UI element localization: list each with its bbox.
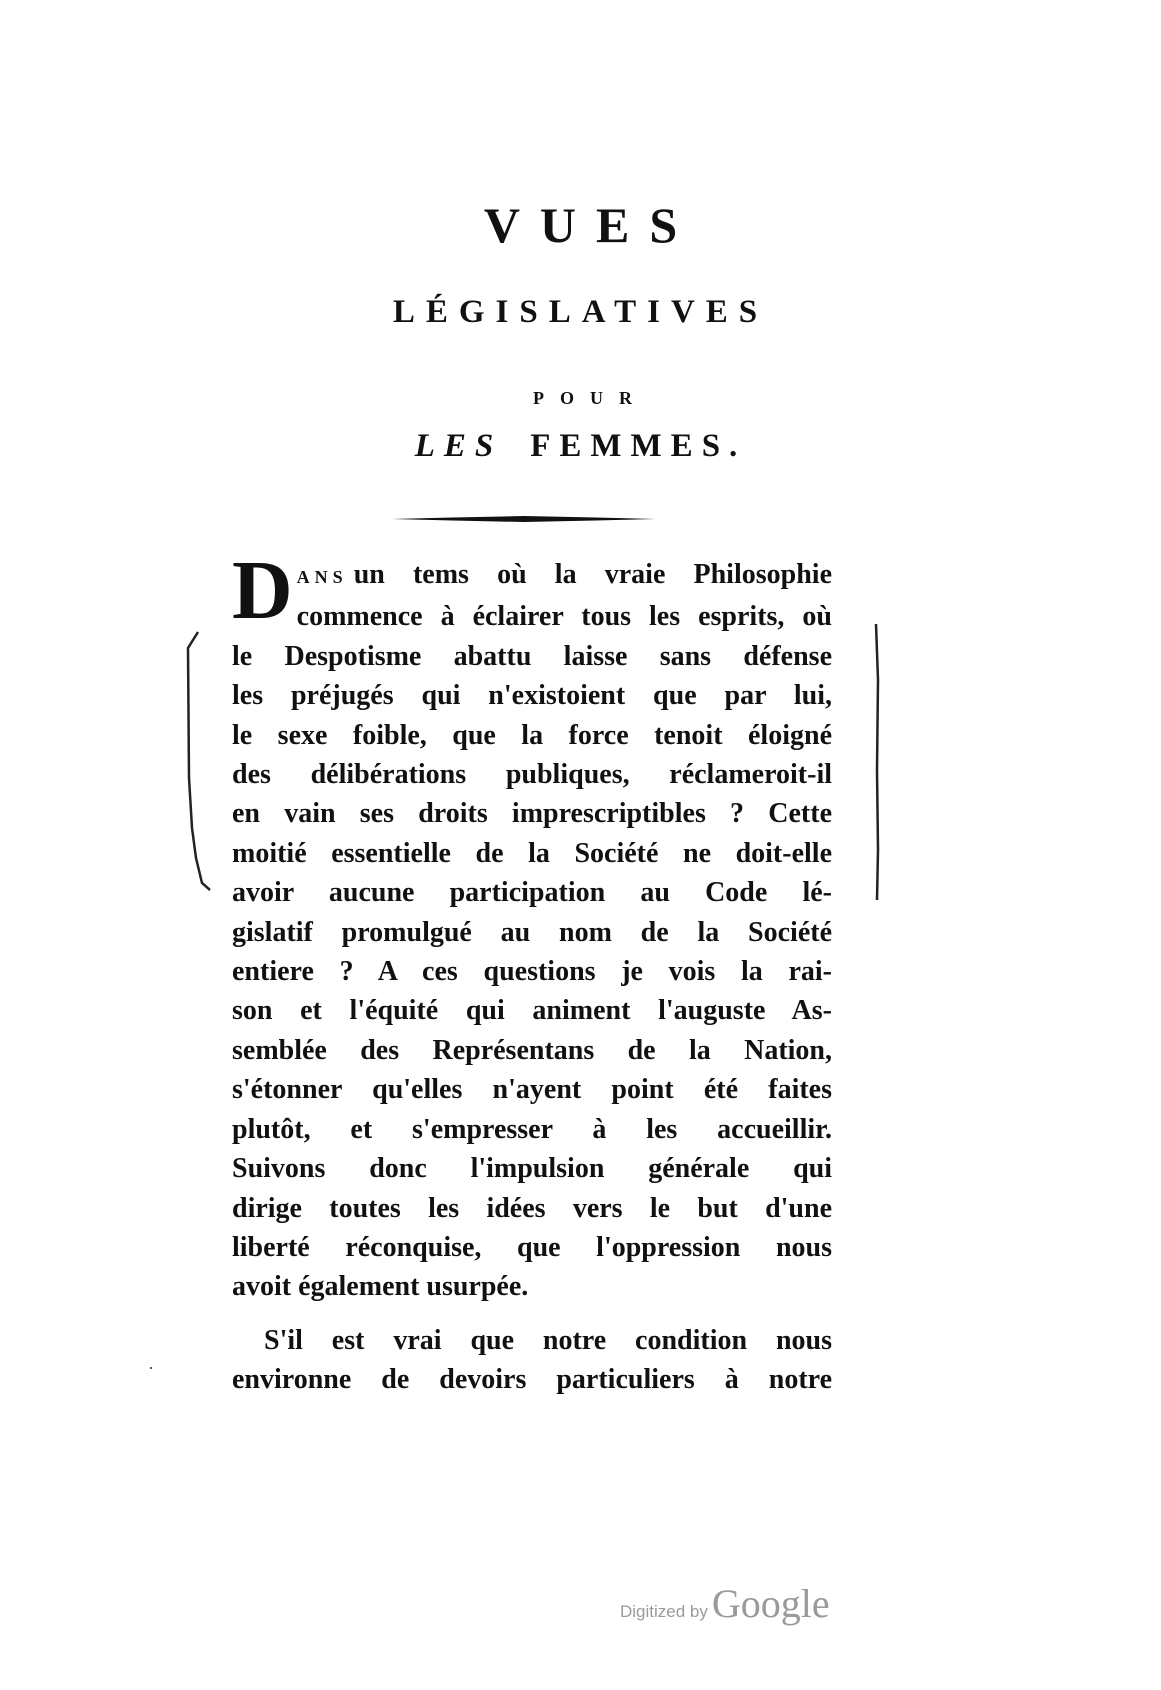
title-line-vues: VUES [483,197,698,253]
digitized-label: Digitized by [620,1602,708,1621]
drop-cap: D [232,544,293,637]
text-line: en vain ses droits imprescriptibles ? Cette [232,798,832,830]
page-speck [150,1367,152,1369]
text-line: avoit également usurpée. [232,1271,529,1303]
text-line: des délibérations publiques, réclameroit-il [232,759,832,791]
title-word-femmes: FEMMES. [530,428,747,464]
text-line: avoir aucune participation au Code lé- [232,877,832,909]
text-line: liberté réconquise, que l'oppression nous [232,1231,832,1263]
body-text [232,544,832,1400]
text-line: gislatif promulgué au nom de la Société [232,916,832,948]
text-line: semblée des Représentans de la Nation, [232,1034,832,1066]
google-logo: Google [711,1581,830,1626]
right-margin-bracket [868,620,888,910]
text-line: le sexe foible, que la force tenoit éloigné [232,719,832,751]
text-line: Suivons donc l'impulsion générale qui [232,1153,832,1185]
smallcaps-word: ANS [296,567,348,587]
text-line: s'étonner qu'elles n'ayent point été faites [232,1074,832,1106]
digitized-by-watermark [620,1580,860,1630]
text-line: moitié essentielle de la Société ne doit-elle [232,837,832,869]
paragraph-2 [232,1321,832,1400]
left-margin-bracket [180,628,220,898]
text-line: les préjugés qui n'existoient que par lui, [232,680,832,712]
title-word-les: LES [414,428,503,464]
text-line: commence à éclairer tous les esprits, où [296,601,832,633]
text-line: le Despotisme abattu laisse sans défense [232,640,832,672]
text-line: son et l'équité qui animent l'auguste As- [232,995,832,1027]
ornamental-rule [392,515,656,523]
paragraph-1 [232,544,832,1307]
title-line-legislatives: LÉGISLATIVES [392,294,769,330]
text-line: dirige toutes les idées vers le but d'une [232,1192,832,1224]
text-line: S'il est vrai que notre condition nous [264,1324,832,1356]
text-line: plutôt, et s'empresser à les accueillir. [232,1113,832,1145]
title-line-pour: POUR [533,388,648,408]
text-line: environne de devoirs particuliers à notre [232,1364,832,1396]
text-line: ANS un tems où la vraie Philosophie [296,559,832,590]
text-line: entiere ? A ces questions je vois la rai- [232,956,832,988]
title-line-les-femmes [0,428,1161,465]
